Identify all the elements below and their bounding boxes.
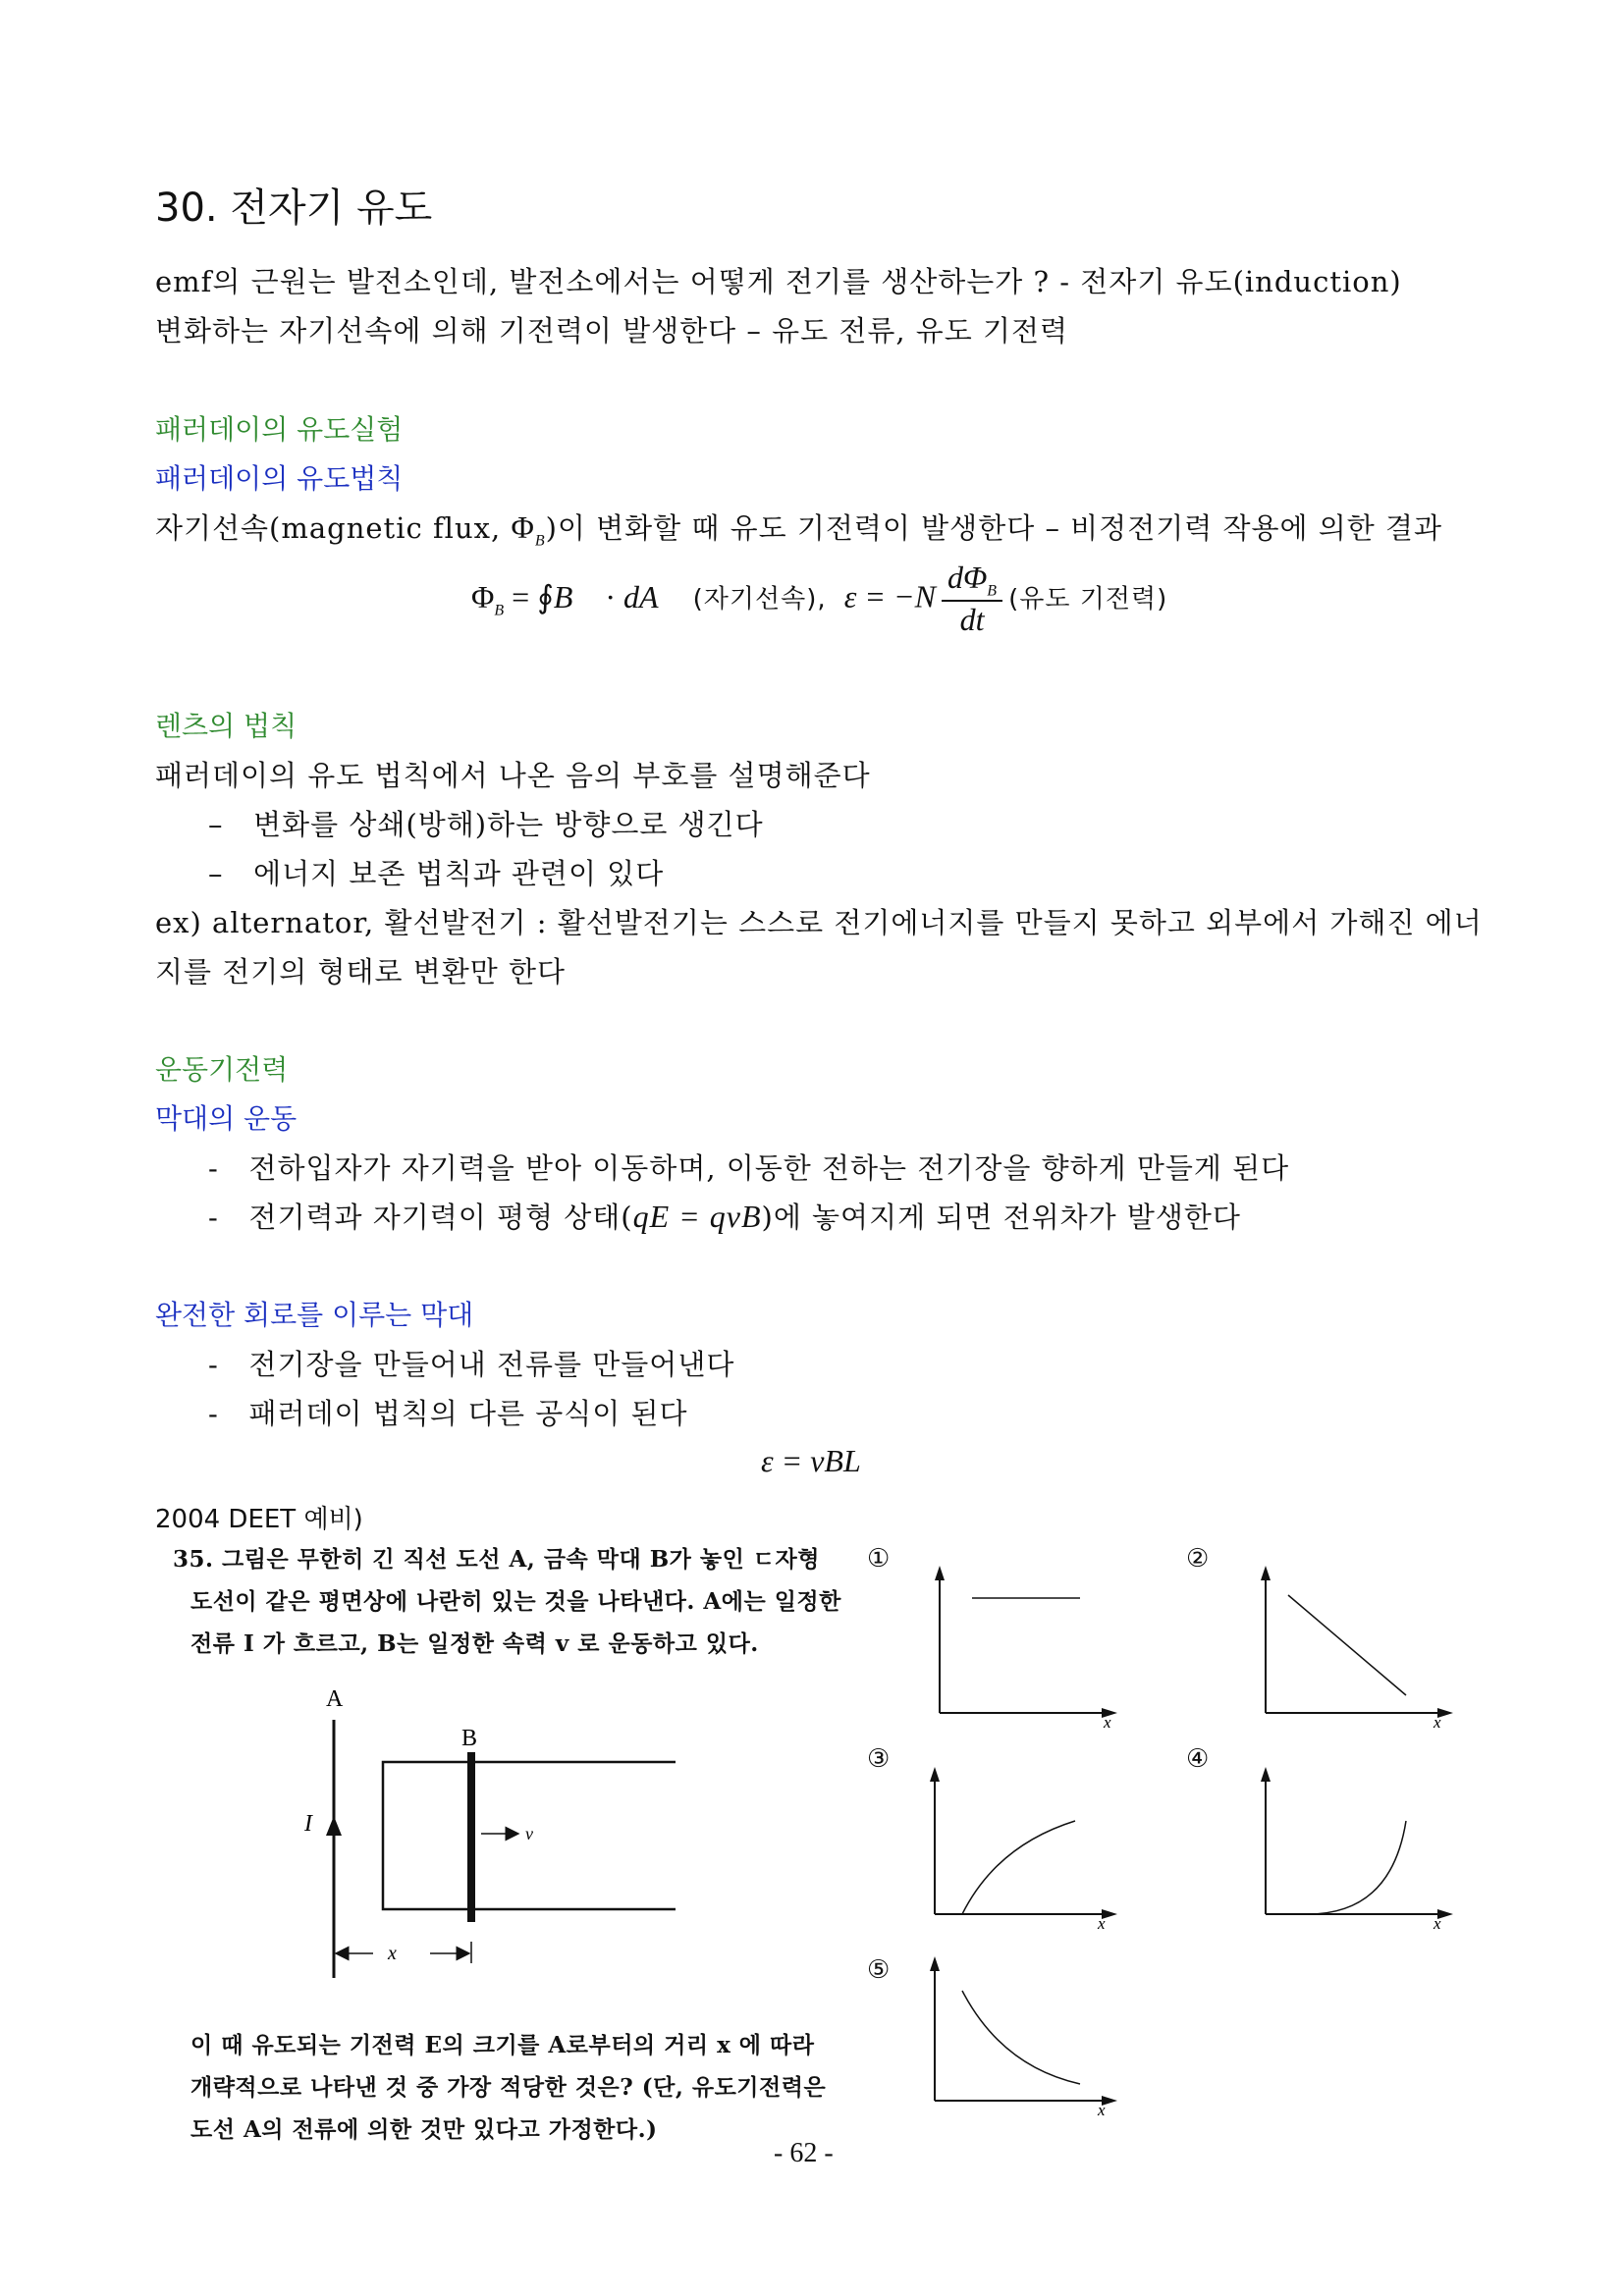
ex-line-1: ex) alternator, 활선발전기 : 활선발전기는 스스로 전기에너지를 만들지 못하고 외부에서 가해진 에너	[155, 906, 1483, 939]
option-2-curve	[1288, 1595, 1406, 1695]
fig-label-x: x	[388, 1943, 397, 1964]
option-1-x-label: x	[1104, 1713, 1111, 1728]
heading-motional-emf: 운동기전력	[155, 1053, 289, 1086]
option-3-y-arrow	[930, 1767, 940, 1782]
flux-line-post: )이 변화할 때 유도 기전력이 발생한다 – 비정전기력 작용에 의한 결과	[545, 511, 1442, 545]
option-5-y-arrow	[930, 1956, 940, 1971]
rod-item-2-pre: 전기력과 자기력이 평형 상태(	[248, 1201, 633, 1234]
problem-stem-2: 도선이 같은 평면상에 나란히 있는 것을 나타낸다. A에는 일정한	[190, 1588, 841, 1615]
problem-source: 2004 DEET 예비)	[155, 1505, 363, 1534]
option-5-graph	[918, 1953, 1119, 2120]
flux-line	[155, 507, 1442, 550]
option-1-label: ①	[867, 1544, 891, 1574]
option-4-y-arrow	[1261, 1767, 1271, 1782]
eq-qe-qvb: qE = qvB	[632, 1199, 762, 1234]
rod-item-1: - 전하입자가 자기력을 받아 이동하며, 이동한 전하는 전기장을 향하게 만들게 된다	[208, 1151, 1290, 1185]
option-5-curve	[962, 1991, 1080, 2084]
circuit-item-2-text: 패러데이 법칙의 다른 공식이 된다	[248, 1397, 688, 1430]
option-4-curve	[1308, 1821, 1406, 1914]
lenz-desc: 패러데이의 유도 법칙에서 나온 음의 부호를 설명해준다	[155, 759, 871, 792]
problem-stem-1: 35. 그림은 무한히 긴 직선 도선 A, 금속 막대 B가 놓인 ㄷ자형	[173, 1546, 820, 1573]
eq-fraction: $\frac{d\Phi_B}{dt}$	[942, 560, 1002, 638]
circuit-item-1-text: 전기장을 만들어내 전류를 만들어낸다	[248, 1348, 735, 1381]
current-arrow	[326, 1816, 342, 1836]
page-title: 30. 전자기 유도	[155, 186, 433, 231]
lenz-item-2: – 에너지 보존 법칙과 관련이 있다	[208, 857, 665, 890]
intro-line-2: 변화하는 자기선속에 의해 기전력이 발생한다 – 유도 전류, 유도 기전력	[155, 314, 1069, 347]
option-2-y-arrow	[1261, 1566, 1271, 1580]
heading-faraday-law: 패러데이의 유도법칙	[155, 462, 404, 495]
fig-label-v: v	[525, 1824, 533, 1843]
heading-rod-motion: 막대의 운동	[155, 1102, 298, 1135]
circuit-item-1: - 전기장을 만들어내 전류를 만들어낸다	[208, 1348, 735, 1381]
option-5-x-label: x	[1098, 2101, 1106, 2119]
heading-complete-circuit: 완전한 회로를 이루는 막대	[155, 1299, 474, 1331]
eq-vbl: ε = vBL	[761, 1443, 861, 1478]
problem-question-2: 개략적으로 나타낸 것 중 가장 적당한 것은? (단, 유도기전력은	[190, 2074, 827, 2101]
eq-emf: ε = −N	[836, 578, 936, 614]
rod-item-2: - 전기력과 자기력이 평형 상태(qE = qvB)에 놓여지게 되면 전위차가 발생한다	[208, 1199, 1241, 1234]
problem-stem-3: 전류 I 가 흐르고, B는 일정한 속력 v 로 운동하고 있다.	[190, 1630, 759, 1657]
option-4-graph	[1249, 1762, 1455, 1929]
eq-flux-label: (자기선속),	[692, 584, 827, 614]
problem-question-3: 도선 A의 전류에 의한 것만 있다고 가정한다.)	[190, 2116, 658, 2143]
option-4-x-label: x	[1434, 1914, 1441, 1929]
fig-label-i: I	[304, 1811, 312, 1837]
circuit-item-2: - 패러데이 법칙의 다른 공식이 된다	[208, 1397, 688, 1430]
phi-b-symbol: $\Phi_B$	[511, 509, 546, 550]
option-3-x-label: x	[1098, 1914, 1106, 1929]
rod-item-1-text: 전하입자가 자기력을 받아 이동하며, 이동한 전하는 전기장을 향하게 만들게 된다	[248, 1151, 1290, 1185]
lenz-item-1-text: 변화를 상쇄(방해)하는 방향으로 생긴다	[253, 808, 764, 841]
rod-item-2-post: )에 놓여지게 되면 전위차가 발생한다	[761, 1201, 1241, 1234]
ex-line-2: 지를 전기의 형태로 변환만 한다	[155, 955, 567, 988]
option-4-label: ④	[1186, 1744, 1210, 1774]
problem-question-1: 이 때 유도되는 기전력 E의 크기를 A로부터의 거리 x 에 따라	[190, 2032, 815, 2058]
fig-label-b: B	[461, 1726, 478, 1751]
page-number: - 62 -	[774, 2138, 834, 2168]
option-5-label: ⑤	[867, 1955, 891, 1985]
option-1-y-arrow	[935, 1566, 945, 1580]
intro-line-1: emf의 근원는 발전소인데, 발전소에서는 어떻게 전기를 생산하는가 ? - 전자기 유도(induction)	[155, 265, 1402, 298]
option-2-x-label: x	[1434, 1713, 1441, 1728]
option-3-label: ③	[867, 1744, 891, 1774]
flux-line-pre: 자기선속(magnetic flux,	[155, 511, 502, 545]
eq-phi: $\Phi_B$ = ∮B⃗ · dA⃗	[471, 578, 683, 619]
lenz-item-1: – 변화를 상쇄(방해)하는 방향으로 생긴다	[208, 808, 764, 841]
eq-emf-label: (유도 기전력)	[1008, 584, 1168, 614]
option-3-curve	[962, 1821, 1075, 1914]
wire-rod-figure	[265, 1679, 697, 1993]
option-2-label: ②	[1186, 1544, 1210, 1574]
faraday-equation	[471, 560, 1167, 638]
option-3-graph	[918, 1762, 1119, 1929]
heading-faraday-experiment: 패러데이의 유도실험	[155, 413, 404, 446]
lenz-item-2-text: 에너지 보존 법칙과 관련이 있다	[253, 857, 665, 890]
fig-label-a: A	[326, 1686, 344, 1712]
heading-lenz: 렌츠의 법칙	[155, 710, 298, 742]
option-2-graph	[1249, 1561, 1455, 1728]
option-1-graph	[923, 1561, 1119, 1728]
